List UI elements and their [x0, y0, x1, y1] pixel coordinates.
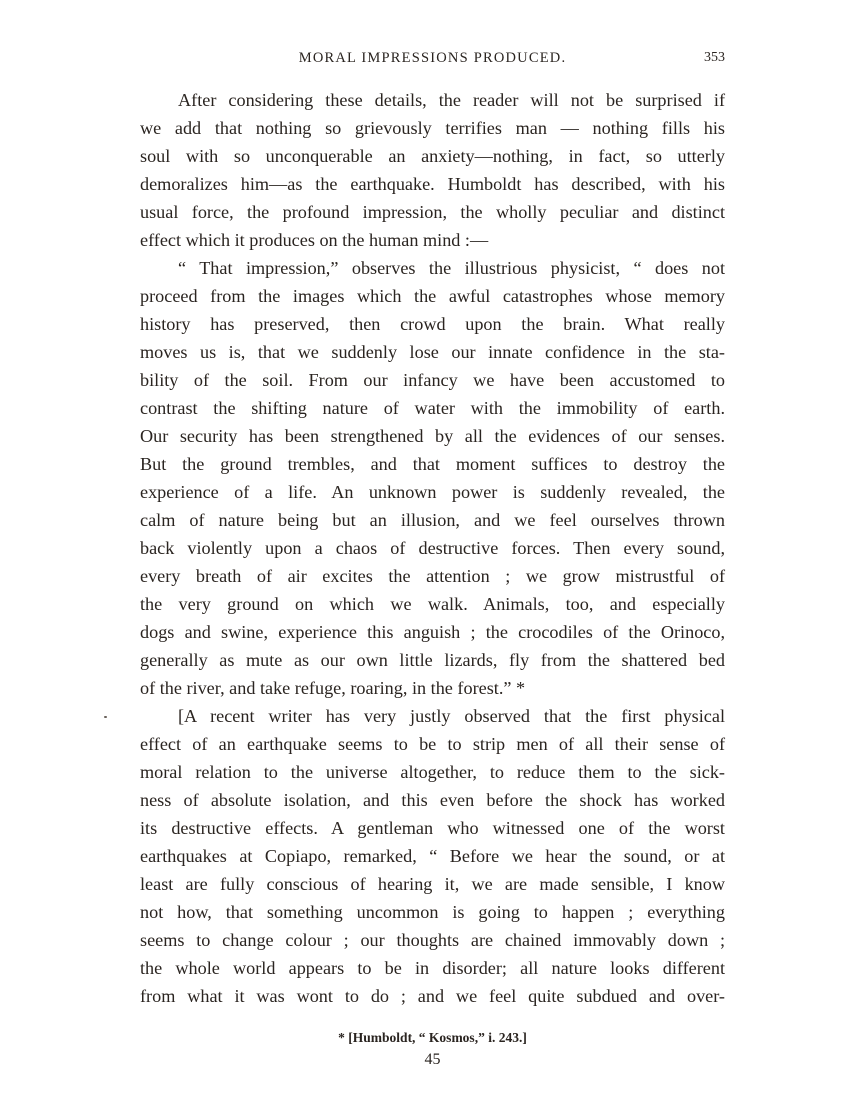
text-line: But the ground trembles, and that moment suffices to destroy the: [140, 454, 725, 474]
text-line: back violently upon a chaos of destructive forces. Then every sound,: [140, 538, 725, 558]
text-line: not how, that something uncommon is going to happen ; everything: [140, 902, 725, 922]
text-line: proceed from the images which the awful catastrophes whose memory: [140, 286, 725, 306]
running-header: [140, 50, 725, 70]
text-line: [A recent writer has very justly observed that the first physical: [178, 706, 725, 726]
text-line: Our security has been strengthened by all the evidences of our senses.: [140, 426, 725, 446]
text-line: the very ground on which we walk. Animals, too, and especially: [140, 594, 725, 614]
text-line: least are fully conscious of hearing it, we are made sensible, I know: [140, 874, 725, 894]
signature-mark: 45: [424, 1051, 441, 1068]
text-line: generally as mute as our own little lizards, fly from the shattered bed: [140, 650, 725, 670]
text-line: effect which it produces on the human mind :—: [140, 230, 489, 250]
text-line: its destructive effects. A gentleman who witnessed one of the worst: [140, 818, 725, 838]
text-line: experience of a life. An unknown power is suddenly revealed, the: [140, 482, 725, 502]
text-line: effect of an earthquake seems to be to strip men of all their sense of: [140, 734, 725, 754]
text-line: demoralizes him—as the earthquake. Humboldt has described, with his: [140, 174, 725, 194]
text-line: moral relation to the universe altogether, to reduce them to the sick-: [140, 762, 725, 782]
footnote: * [Humboldt, “ Kosmos,” i. 243.]: [338, 1030, 527, 1045]
text-line: moves us is, that we suddenly lose our innate confidence in the sta-: [140, 342, 725, 362]
margin-mark: [104, 716, 107, 718]
text-line: seems to change colour ; our thoughts are chained immovably down ;: [140, 930, 725, 950]
text-line: ness of absolute isolation, and this even before the shock has worked: [140, 790, 725, 810]
text-line: soul with so unconquerable an anxiety—nothing, in fact, so utterly: [140, 146, 725, 166]
text-line: from what it was wont to do ; and we feel quite subdued and over-: [140, 986, 725, 1006]
running-title: MORAL IMPRESSIONS PRODUCED.: [298, 50, 567, 66]
page-number: 353: [704, 50, 725, 65]
text-line: history has preserved, then crowd upon the brain. What really: [140, 314, 725, 334]
text-line: of the river, and take refuge, roaring, in the forest.” *: [140, 678, 526, 698]
text-line: earthquakes at Copiapo, remarked, “ Before we hear the sound, or at: [140, 846, 725, 866]
text-line: “ That impression,” observes the illustrious physicist, “ does not: [178, 258, 725, 278]
text-line: After considering these details, the reader will not be surprised if: [178, 90, 725, 110]
text-line: contrast the shifting nature of water with the immobility of earth.: [140, 398, 725, 418]
text-line: dogs and swine, experience this anguish ; the crocodiles of the Orinoco,: [140, 622, 725, 642]
text-line: usual force, the profound impression, the wholly peculiar and distinct: [140, 202, 725, 222]
body-text: [140, 86, 725, 1010]
text-line: every breath of air excites the attention ; we grow mistrustful of: [140, 566, 725, 586]
text-line: calm of nature being but an illusion, and we feel ourselves thrown: [140, 510, 725, 530]
text-line: the whole world appears to be in disorder; all nature looks different: [140, 958, 725, 978]
text-line: bility of the soil. From our infancy we have been accustomed to: [140, 370, 725, 390]
text-line: we add that nothing so grievously terrifies man — nothing fills his: [140, 118, 725, 138]
